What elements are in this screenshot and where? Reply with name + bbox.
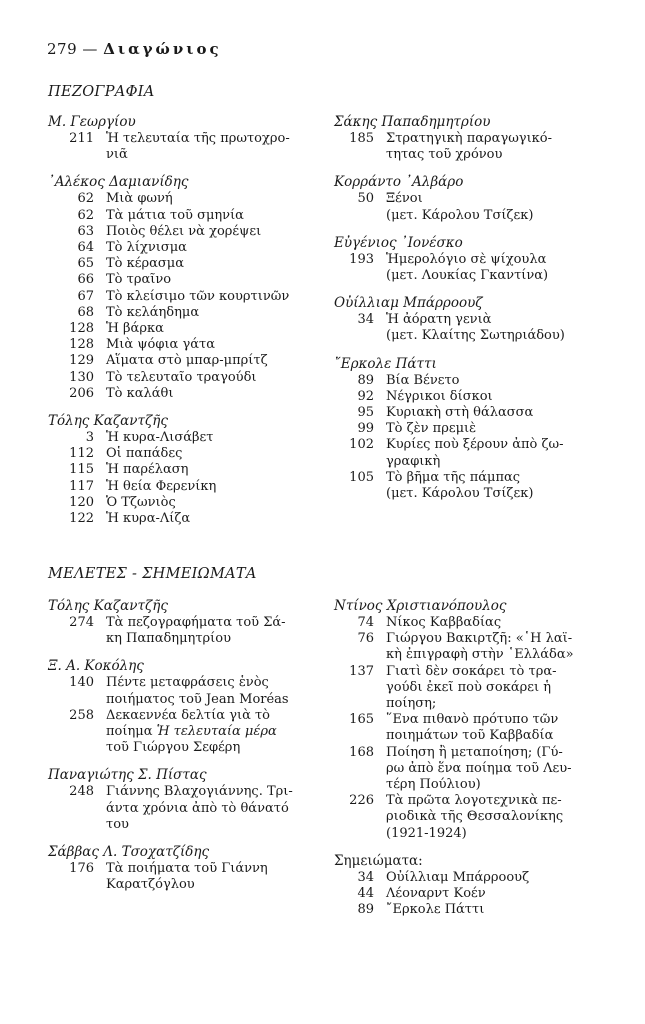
index-entry xyxy=(334,437,604,469)
entry-title xyxy=(106,675,318,707)
author-group xyxy=(334,235,604,284)
author-group xyxy=(48,598,318,647)
entry-title xyxy=(106,305,318,321)
entry-title-line: Τὸ βῆμα τῆς πάμπας xyxy=(386,469,521,485)
entry-title xyxy=(386,312,604,344)
entry-title-line: Πέντε μεταφράσεις ἑνὸς xyxy=(106,675,269,691)
entry-title xyxy=(386,421,604,437)
entry-title xyxy=(386,615,604,631)
author-group xyxy=(334,295,604,344)
entry-title-line: Ἡ τελευταία τῆς πρωτοχρο- xyxy=(106,131,290,146)
entry-title-line: Ἡ ἀόρατη γενιὰ xyxy=(386,312,492,328)
entry-title-line: (1921-1924) xyxy=(386,825,467,841)
index-entry xyxy=(334,902,604,918)
entry-title-line: Καρατζόγλου xyxy=(106,877,195,893)
entry-page-number: 185 xyxy=(349,131,374,146)
entry-title-line: Ἡμερολόγιο σὲ ψίχουλα xyxy=(386,251,547,267)
studies-right-column xyxy=(334,598,604,929)
entry-title-line: Τὰ ποιήματα τοῦ Γιάννη xyxy=(106,861,268,877)
entry-page-number: 66 xyxy=(77,272,94,288)
author-group xyxy=(334,114,604,163)
italic-work-title: Ἡ τελευταία μέρα xyxy=(156,724,277,740)
author-group xyxy=(334,853,604,919)
entry-title xyxy=(386,664,604,713)
author-name: Τόλης Καζαντζῆς xyxy=(48,598,168,614)
entry-title xyxy=(106,131,318,163)
entry-page-number: 258 xyxy=(69,707,94,723)
entry-title xyxy=(386,712,604,744)
entry-title xyxy=(106,240,318,256)
index-entry xyxy=(334,470,604,502)
entry-title xyxy=(106,511,318,527)
entry-page-number: 248 xyxy=(69,784,94,800)
entry-title-line: ποίηση; xyxy=(386,696,437,712)
author-group xyxy=(334,598,604,842)
entry-page-number: 3 xyxy=(85,430,94,446)
entry-page-number: 176 xyxy=(69,861,94,877)
page-number: 279 xyxy=(47,40,78,58)
index-entry xyxy=(48,337,318,353)
author-group xyxy=(334,174,604,223)
entry-title-line: άντα χρόνια ἀπὸ τὸ θάνατό xyxy=(106,800,289,816)
entry-title xyxy=(106,337,318,353)
entry-title-line: Νίκος Καββαδίας xyxy=(386,615,502,630)
author-group xyxy=(48,844,318,893)
entry-page-number: 122 xyxy=(69,511,94,527)
entry-title xyxy=(386,745,604,794)
entry-page-number: 112 xyxy=(69,446,94,462)
notes-label: Σημειώματα: xyxy=(334,852,423,869)
author-name: Εὐγένιος ᾿Ιονέσκο xyxy=(334,234,463,251)
entry-title xyxy=(106,256,318,272)
entry-page-number: 63 xyxy=(77,223,94,239)
entry-title-line: κὴ ἐπιγραφὴ στὴν ῾Ελλάδα» xyxy=(386,647,574,663)
prose-left-column xyxy=(48,114,318,538)
author-group xyxy=(48,114,318,163)
entry-page-number: 34 xyxy=(357,869,374,885)
entry-title xyxy=(386,470,604,502)
entry-page-number: 105 xyxy=(349,469,374,485)
author-name: Ξ. Α. Κοκόλης xyxy=(48,658,144,675)
entry-title-line: Τὰ πεζογραφήματα τοῦ Σά- xyxy=(106,615,286,630)
entry-title-line: ποιήματος τοῦ Jean Moréas xyxy=(106,691,289,707)
index-entry xyxy=(48,191,318,207)
studies-left-column xyxy=(48,598,318,904)
index-entry xyxy=(334,405,604,421)
entry-page-number: 74 xyxy=(357,615,374,630)
entry-page-number: 226 xyxy=(349,793,374,809)
index-entry xyxy=(48,784,318,833)
index-entry xyxy=(48,495,318,511)
entry-title-line: Ποιὸς θέλει νὰ χορέψει xyxy=(106,223,262,239)
entry-title xyxy=(106,353,318,369)
index-entry xyxy=(48,305,318,321)
entry-page-number: 34 xyxy=(357,312,374,328)
entry-title xyxy=(106,370,318,386)
index-entry xyxy=(48,861,318,893)
entry-title xyxy=(106,615,318,647)
entry-title xyxy=(386,437,604,469)
index-entry xyxy=(334,745,604,794)
entry-title-line: Ποίηση ἢ μεταποίηση; (Γύ- xyxy=(386,744,563,760)
entry-page-number: 130 xyxy=(69,369,94,385)
entry-title-line: Νέγρικοι δίσκοι xyxy=(386,388,493,404)
entry-page-number: 62 xyxy=(77,191,94,207)
entry-page-number: 102 xyxy=(349,437,374,453)
entry-title-line: Τὸ τραῖνο xyxy=(106,272,172,288)
author-name: ῎Ερκολε Πάττι xyxy=(334,355,437,372)
index-entry xyxy=(334,615,604,631)
entry-title-line: ῎Ερκολε Πάττι xyxy=(386,902,485,918)
entry-title xyxy=(106,708,318,757)
index-entry xyxy=(48,289,318,305)
entry-title xyxy=(106,321,318,337)
entry-page-number: 115 xyxy=(69,462,94,478)
entry-title xyxy=(106,495,318,511)
entry-page-number: 140 xyxy=(69,675,94,691)
entry-title xyxy=(386,373,604,389)
index-entry xyxy=(48,240,318,256)
entry-title-line: γούδι ἐκεῖ ποὺ σοκάρει ἡ xyxy=(386,679,552,695)
entry-page-number: 65 xyxy=(77,256,94,272)
entry-title-line: ριοδικὰ τῆς Θεσσαλονίκης xyxy=(386,809,564,825)
journal-title: Διαγώνιος xyxy=(103,40,222,58)
index-entry xyxy=(48,479,318,495)
section-heading-studies: ΜΕΛΕΤΕΣ - ΣΗΜΕΙΩΜΑΤΑ xyxy=(48,566,257,582)
entry-title-line: Τὸ κέρασμα xyxy=(106,256,185,272)
entry-title-line: (μετ. Κλαίτης Σωτηριάδου) xyxy=(386,328,565,344)
entry-title-line: του xyxy=(106,816,129,832)
index-entry xyxy=(334,886,604,902)
entry-title xyxy=(106,784,318,833)
entry-title xyxy=(106,208,318,224)
entry-title-line: Γιάννης Βλαχογιάννης. Τρι- xyxy=(106,784,293,800)
entry-title xyxy=(386,405,604,421)
author-group xyxy=(48,413,318,527)
entry-title-line: (μετ. Κάρολου Τσίζεκ) xyxy=(386,486,534,502)
index-entry xyxy=(48,386,318,402)
entry-title-line: γραφικὴ xyxy=(386,453,441,469)
entry-title-line: Μιὰ φωνή xyxy=(106,191,173,207)
index-entry xyxy=(48,446,318,462)
entry-title-line: Αἵματα στὸ μπαρ-μπρίτζ xyxy=(106,353,268,369)
entry-title-line: Ἡ θεία Φερενίκη xyxy=(106,478,217,494)
author-group xyxy=(48,658,318,756)
entry-title xyxy=(106,430,318,446)
index-entry xyxy=(334,252,604,284)
index-entry xyxy=(48,272,318,288)
running-head xyxy=(47,40,222,58)
entry-title-line: ῞Ενα πιθανὸ πρότυπο τῶν xyxy=(386,712,559,728)
index-entry xyxy=(48,224,318,240)
entry-page-number: 64 xyxy=(77,240,94,256)
index-entry xyxy=(48,430,318,446)
index-entry xyxy=(48,511,318,527)
entry-title xyxy=(386,389,604,405)
entry-title-line: τητας τοῦ χρόνου xyxy=(386,147,503,163)
entry-page-number: 165 xyxy=(349,712,374,728)
entry-title-line: Οἱ παπάδες xyxy=(106,446,183,462)
entry-title-line: τέρη Πούλιου) xyxy=(386,777,481,793)
index-entry xyxy=(334,631,604,663)
entry-page-number: 117 xyxy=(69,478,94,494)
entry-title-line: Τὸ κελάηδημα xyxy=(106,304,200,320)
prose-right-column xyxy=(334,114,604,513)
entry-title-line: Ξένοι xyxy=(386,191,423,207)
section-heading-prose: ΠΕΖΟΓΡΑΦΙΑ xyxy=(48,84,155,100)
entry-title-line: Τὸ τελευταῖο τραγούδι xyxy=(106,369,257,385)
entry-title-line: Κυρίες ποὺ ξέρουν ἀπὸ ζω- xyxy=(386,437,564,453)
author-name: Σάκης Παπαδημητρίου xyxy=(334,114,491,130)
entry-title-line: ποιημάτων τοῦ Καββαδία xyxy=(386,728,554,744)
entry-title-line: Τὸ ζὲν πρεμιὲ xyxy=(386,421,477,437)
entry-page-number: 120 xyxy=(69,494,94,510)
entry-title-line: Βία Βένετο xyxy=(386,372,460,388)
entry-title-line: νιᾶ xyxy=(106,147,128,163)
author-group xyxy=(48,767,318,833)
entry-page-number: 193 xyxy=(349,251,374,267)
index-entry xyxy=(334,664,604,713)
author-name: Κορράντο ᾿Αλβάρο xyxy=(334,174,464,191)
author-name: Τόλης Καζαντζῆς xyxy=(48,413,168,430)
entry-page-number: 211 xyxy=(69,131,94,146)
entry-title-line: Στρατηγικὴ παραγωγικό- xyxy=(386,131,553,146)
index-entry xyxy=(334,191,604,223)
entry-title xyxy=(386,252,604,284)
author-name: Ντίνος Χριστιανόπουλος xyxy=(334,598,507,614)
entry-page-number: 89 xyxy=(357,902,374,918)
entry-page-number: 137 xyxy=(349,663,374,679)
entry-page-number: 76 xyxy=(357,631,374,647)
entry-title xyxy=(106,446,318,462)
author-name: Σάββας Λ. Τσοχατζίδης xyxy=(48,844,210,861)
entry-title-line: τοῦ Γιώργου Σεφέρη xyxy=(106,740,241,756)
entry-page-number: 128 xyxy=(69,321,94,337)
entry-title xyxy=(106,224,318,240)
entry-title xyxy=(386,191,604,223)
index-entry xyxy=(48,462,318,478)
entry-page-number: 44 xyxy=(357,886,374,902)
author-name: Μ. Γεωργίου xyxy=(48,114,136,130)
entry-title-line: Μιὰ ψόφια γάτα xyxy=(106,337,215,353)
author-name: ᾿Αλέκος Δαμιανίδης xyxy=(48,174,189,191)
entry-page-number: 67 xyxy=(77,288,94,304)
entry-title-line: Λέοναρντ Κοέν xyxy=(386,886,486,902)
index-entry xyxy=(48,131,318,163)
entry-page-number: 95 xyxy=(357,405,374,421)
entry-title xyxy=(386,870,604,886)
entry-title-line: Ἡ κυρα-Λισάβετ xyxy=(106,430,214,446)
entry-title-line: Δεκαεννέα δελτία γιὰ τὸ xyxy=(106,707,271,723)
entry-page-number: 206 xyxy=(69,385,94,401)
index-entry xyxy=(334,131,604,163)
entry-title xyxy=(106,272,318,288)
entry-title xyxy=(106,191,318,207)
header-dash: — xyxy=(82,40,98,58)
author-group xyxy=(334,356,604,503)
entry-title-line: Ἡ παρέλαση xyxy=(106,462,189,478)
index-entry xyxy=(48,675,318,707)
entry-title-line: (μετ. Λουκίας Γκαντίνα) xyxy=(386,268,549,284)
entry-title-line: Τὸ κλείσιμο τῶν κουρτινῶν xyxy=(106,288,290,304)
entry-title-line: Γιώργου Βακιρτζῆ: «῾Η λαϊ- xyxy=(386,631,573,647)
index-entry xyxy=(48,321,318,337)
entry-title-line: Τὸ λίχνισμα xyxy=(106,240,187,256)
entry-title-line: Τὸ καλάθι xyxy=(106,385,174,401)
entry-title-line: Ὁ Τζωνιὸς xyxy=(106,494,176,510)
index-entry xyxy=(334,389,604,405)
entry-title-line: Ἡ κυρα-Λίζα xyxy=(106,511,191,527)
index-entry xyxy=(48,353,318,369)
index-entry xyxy=(48,208,318,224)
entry-title-line: Ἡ βάρκα xyxy=(106,321,164,337)
index-entry xyxy=(48,708,318,757)
entry-title-line xyxy=(106,724,318,740)
entry-title-line: (μετ. Κάρολου Τσίζεκ) xyxy=(386,207,534,223)
entry-page-number: 99 xyxy=(357,421,374,437)
index-entry xyxy=(334,312,604,344)
entry-page-number: 89 xyxy=(357,372,374,388)
entry-title xyxy=(386,886,604,902)
entry-page-number: 168 xyxy=(349,744,374,760)
author-group xyxy=(48,174,318,402)
entry-title-line: ρω ἀπὸ ἕνα ποίημα τοῦ Λευ- xyxy=(386,760,572,776)
entry-page-number: 50 xyxy=(357,191,374,207)
entry-title-line: κη Παπαδημητρίου xyxy=(106,631,231,647)
entry-title-line: Οὐίλλιαμ Μπάρροουζ xyxy=(386,869,530,885)
entry-title xyxy=(386,793,604,842)
entry-title-line: Γιατὶ δὲν σοκάρει τὸ τρα- xyxy=(386,663,557,679)
entry-title xyxy=(106,289,318,305)
index-entry xyxy=(48,615,318,647)
title-text: ποίημα xyxy=(106,724,157,740)
index-entry xyxy=(334,373,604,389)
author-name: Οὐίλλιαμ Μπάρροουζ xyxy=(334,295,483,312)
entry-page-number: 62 xyxy=(77,207,94,223)
index-entry xyxy=(48,256,318,272)
index-entry xyxy=(334,421,604,437)
entry-page-number: 92 xyxy=(357,388,374,404)
index-entry xyxy=(334,712,604,744)
entry-page-number: 128 xyxy=(69,337,94,353)
entry-title xyxy=(386,131,604,163)
entry-title-line: Τὰ μάτια τοῦ σμηνία xyxy=(106,207,244,223)
entry-title-line: Τὰ πρῶτα λογοτεχνικὰ πε- xyxy=(386,793,562,809)
entry-title-line: Κυριακὴ στὴ θάλασσα xyxy=(386,405,534,421)
entry-title xyxy=(106,386,318,402)
index-entry xyxy=(334,793,604,842)
entry-page-number: 129 xyxy=(69,353,94,369)
entry-page-number: 274 xyxy=(69,615,94,630)
entry-title xyxy=(106,861,318,893)
entry-title xyxy=(106,462,318,478)
index-entry xyxy=(48,370,318,386)
index-entry xyxy=(334,870,604,886)
entry-title xyxy=(386,631,604,663)
entry-title xyxy=(106,479,318,495)
entry-title xyxy=(386,902,604,918)
author-name: Παναγιώτης Σ. Πίστας xyxy=(48,767,207,784)
entry-page-number: 68 xyxy=(77,304,94,320)
